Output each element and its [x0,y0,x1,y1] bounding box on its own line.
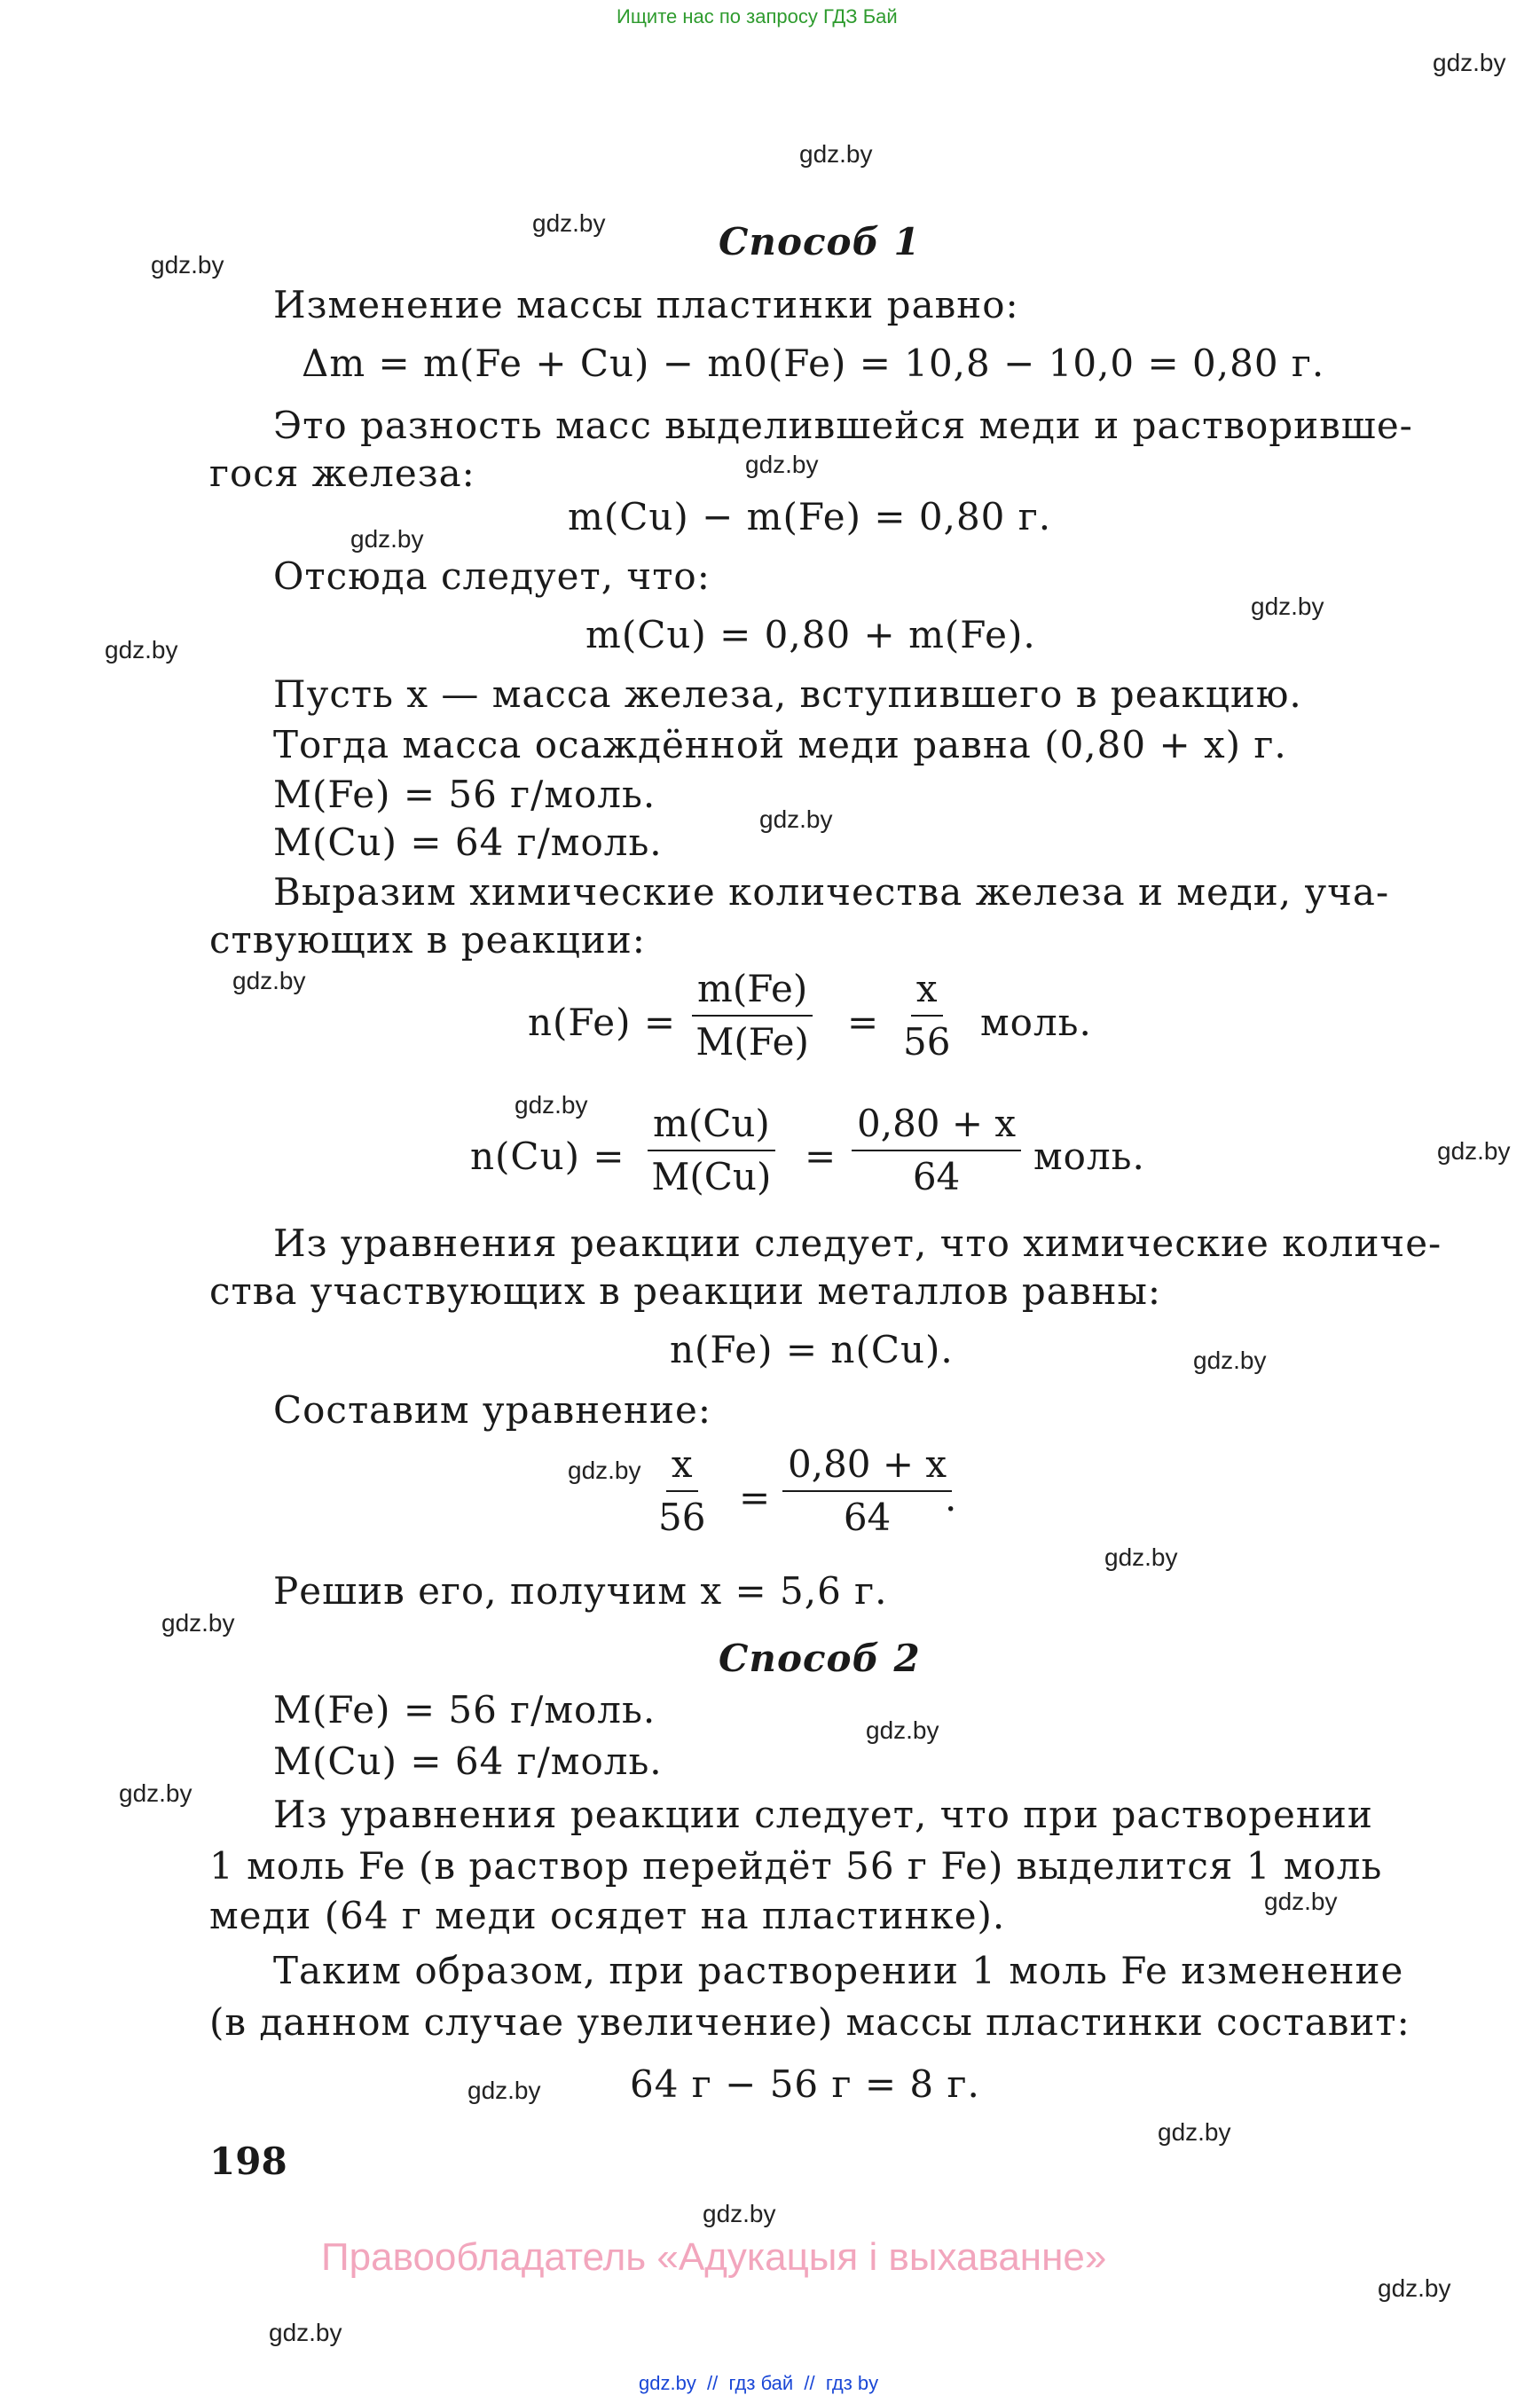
formula-line: 64 г − 56 г = 8 г. [630,2062,980,2106]
watermark: gdz.by [703,2200,776,2227]
watermark: gdz.by [161,1609,235,1637]
section-heading-2: Способ 2 [719,1637,921,1680]
text-line: Из уравнения реакции следует, что химические количе- [273,1221,1442,1265]
watermark: gdz.by [1433,49,1506,76]
watermark: gdz.by [119,1779,192,1807]
text-line: Тогда масса осаждённой меди равна (0,80 + x) г. [273,723,1287,766]
text-line: Отсюда следует, что: [273,554,711,598]
text-line: M(Fe) = 56 г/моль. [273,1688,656,1732]
text-line: Выразим химические количества железа и меди, уча- [273,870,1390,914]
text-line: гося железа: [209,452,475,495]
text-line: M(Cu) = 64 г/моль. [273,1739,663,1783]
formula-lhs: n(Cu) = [470,1135,625,1178]
text-line: (в данном случае увеличение) массы пластинки составит: [209,2000,1410,2044]
watermark: gdz.by [759,805,833,833]
text-line: M(Fe) = 56 г/моль. [273,773,656,816]
formula-lhs: n(Fe) = [528,1001,677,1044]
text-line: Из уравнения реакции следует, что при растворении [273,1793,1373,1836]
formula-line: n(Fe) = n(Cu). [670,1328,954,1371]
watermark: gdz.by [1104,1543,1178,1571]
fraction-denominator: 56 [658,1496,706,1539]
fraction-numerator: x [911,969,943,1017]
formula-line: m(Cu) = 0,80 + m(Fe). [585,613,1036,656]
formula-equals: = [739,1476,772,1520]
watermark: gdz.by [350,525,424,553]
text-line: ствующих в реакции: [209,918,646,962]
fraction-denominator: M(Cu) [651,1155,772,1198]
page-number: 198 [209,2140,287,2183]
watermark: gdz.by [568,1457,641,1484]
fraction-numerator: m(Cu) [648,1103,775,1151]
text-line: Составим уравнение: [273,1388,712,1432]
fraction [658,1444,705,1538]
watermark: gdz.by [105,636,178,664]
watermark: gdz.by [468,2077,541,2104]
fraction-numerator: 0,80 + x [852,1103,1021,1151]
formula-line: Δm = m(Fe + Cu) − m0(Fe) = 10,8 − 10,0 = 0,80 г. [302,342,1325,385]
watermark: gdz.by [232,967,306,994]
watermark: gdz.by [799,140,873,168]
formula-equals: = [847,1001,880,1044]
watermark: gdz.by [1158,2118,1231,2146]
watermark: gdz.by [745,451,819,478]
fraction [648,1103,775,1198]
fraction [782,1444,952,1538]
formula-line: m(Cu) − m(Fe) = 0,80 г. [568,495,1052,538]
section-heading-1: Способ 1 [719,220,921,263]
fraction [852,1103,1021,1198]
text-line: Решив его, получим x = 5,6 г. [273,1569,888,1613]
fraction-numerator: m(Fe) [692,969,813,1017]
watermark: gdz.by [1437,1137,1511,1165]
watermark: gdz.by [1264,1888,1338,1915]
watermark: gdz.by [532,209,606,237]
text-line: Таким образом, при растворении 1 моль Fe изменение [273,1949,1404,1992]
text-line: M(Cu) = 64 г/моль. [273,821,663,864]
bottom-links[interactable]: gdz.by // гдз бай // гдз by [639,2372,879,2394]
watermark: gdz.by [515,1091,588,1119]
watermark: gdz.by [866,1716,939,1744]
top-banner[interactable]: Ищите нас по запросу ГДЗ Бай [617,5,898,27]
fraction-numerator: x [666,1444,698,1492]
copyright-notice: Правообладатель «Адукацыя і выхаванне» [321,2235,1107,2279]
watermark: gdz.by [1378,2274,1451,2302]
fraction-denominator: 56 [903,1020,951,1064]
text-line: Пусть x — масса железа, вступившего в реакцию. [273,672,1302,716]
formula-equals: = [805,1135,837,1178]
formula-unit: моль. [980,1001,1092,1044]
text-line: Изменение массы пластинки равно: [273,283,1019,326]
formula-unit: моль. [1033,1135,1145,1178]
text-line: Это разность масс выделившейся меди и растворивше- [273,404,1413,447]
fraction-denominator: 64 [843,1496,892,1539]
fraction-denominator: 64 [912,1155,961,1198]
formula-end: . [945,1476,958,1520]
text-line: меди (64 г меди осядет на пластинке). [209,1894,1006,1937]
text-line: 1 моль Fe (в раствор перейдёт 56 г Fe) выделится 1 моль [209,1844,1383,1888]
watermark: gdz.by [269,2319,342,2346]
watermark: gdz.by [151,251,224,279]
watermark: gdz.by [1193,1347,1267,1374]
watermark: gdz.by [1251,593,1324,620]
fraction [903,969,950,1063]
fraction-denominator: M(Fe) [695,1020,809,1064]
text-line: ства участвующих в реакции металлов равны: [209,1269,1162,1313]
fraction [692,969,813,1063]
fraction-numerator: 0,80 + x [782,1444,952,1492]
